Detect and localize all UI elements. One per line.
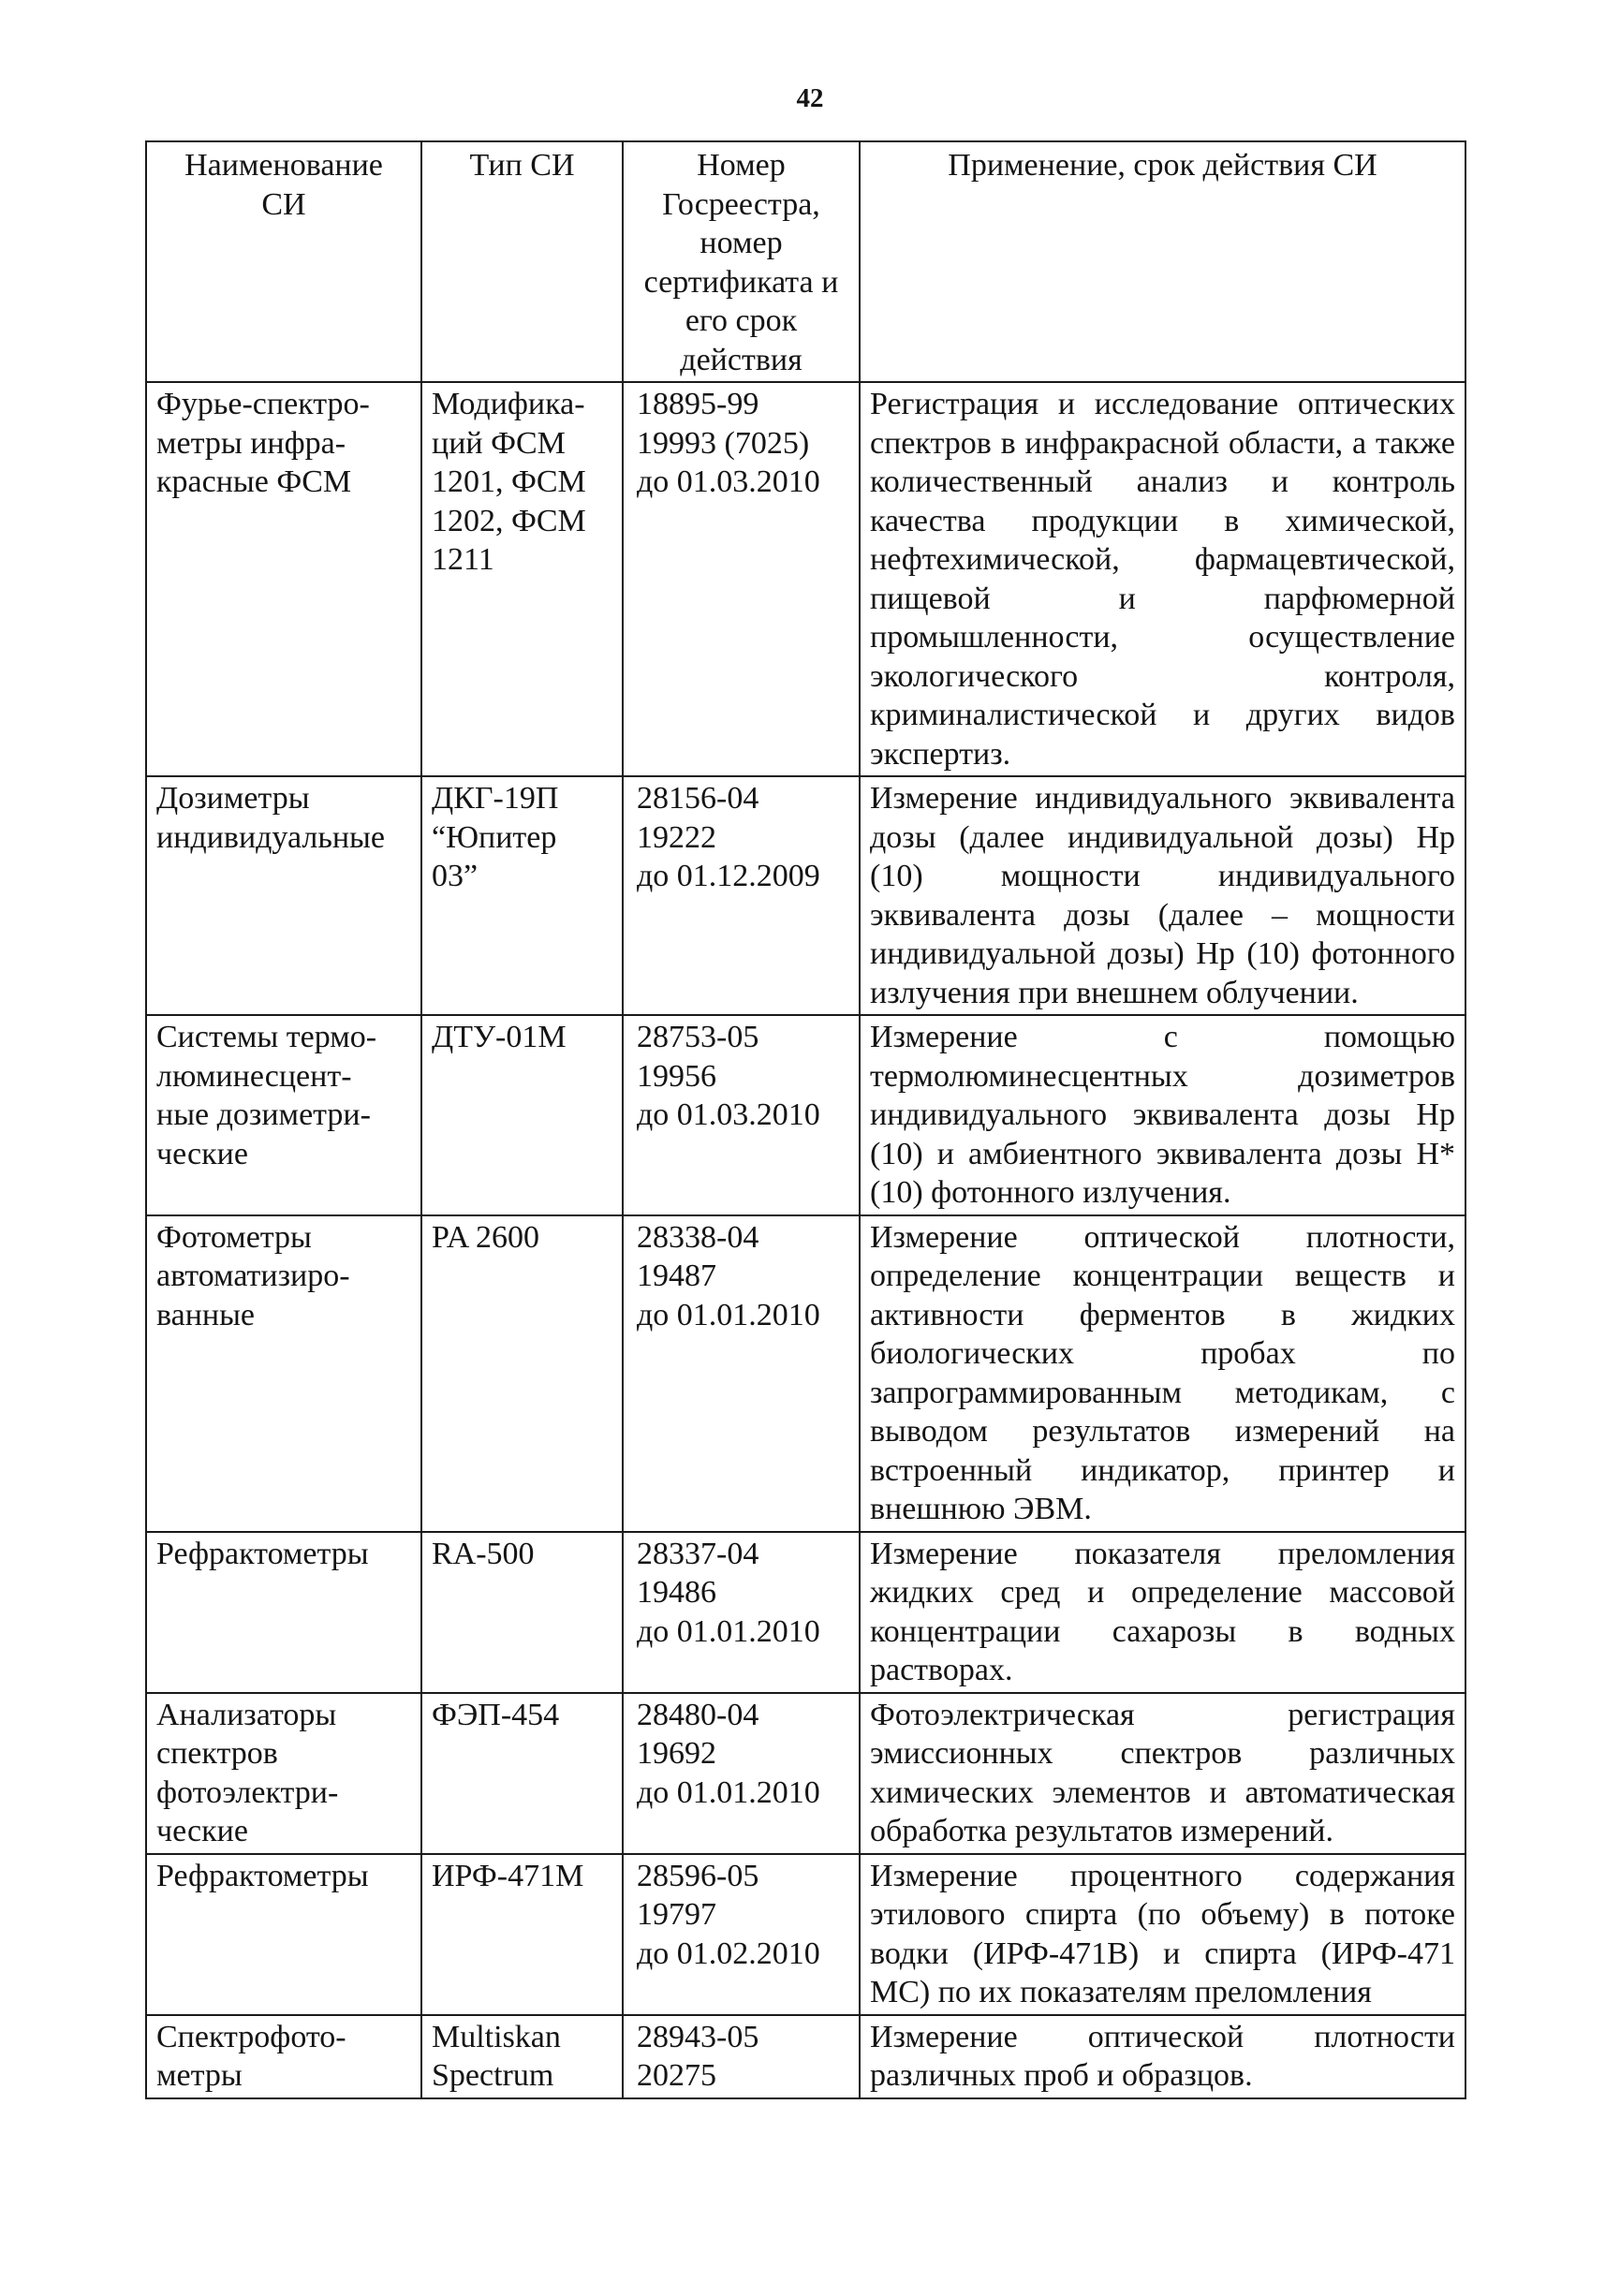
header-type: Тип СИ [421,141,623,382]
cell-type: ДТУ-01М [421,1015,623,1215]
cell-application: Измерение процентного содержания этилового спирта (по объему) в потоке водки (ИРФ-471В) и спирта (ИРФ-471 МС) по их показателям преломления [860,1854,1465,2015]
cell-name: Спектрофото- метры [146,2015,421,2098]
cell-name: Рефрактометры [146,1532,421,1693]
header-registry: Номер Госреестра, номер сертификата и его срок действия [623,141,860,382]
cell-name: Дозиметры индивидуальные [146,776,421,1015]
cell-type: Multiskan Spectrum [421,2015,623,2098]
table-row [146,1693,1465,1854]
header-name: Наименование СИ [146,141,421,382]
cell-registry: 28943-05 20275 [623,2015,860,2098]
table-row [146,1015,1465,1215]
cell-application: Измерение индивидуального эквивалента дозы (далее индивидуальной дозы) Hp (10) мощности индивидуального эквивалента дозы (далее – мощности индивидуальной дозы) Hp (10) фотонного излучения при внешнем облучении. [860,776,1465,1015]
cell-type: ДКГ-19П “Юпитер 03” [421,776,623,1015]
cell-type: RA-500 [421,1532,623,1693]
table-row [146,1854,1465,2015]
cell-registry: 28753-05 19956 до 01.03.2010 [623,1015,860,1215]
cell-name: Рефрактометры [146,1854,421,2015]
cell-registry: 28596-05 19797 до 01.02.2010 [623,1854,860,2015]
cell-name: Фурье-спектро- метры инфра- красные ФСМ [146,382,421,776]
cell-registry: 28480-04 19692 до 01.01.2010 [623,1693,860,1854]
cell-application: Регистрация и исследование оптических спектров в инфракрасной области, а также количественный анализ и контроль качества продукции в химической, нефтехимической, фармацевтической, пищевой и парфюмерной промышленности, осуществление экологического контроля, криминалистической и других видов экспертиз. [860,382,1465,776]
instruments-table [145,140,1466,2099]
cell-name: Анализаторы спектров фотоэлектри- ческие [146,1693,421,1854]
cell-name: Системы термо- люминесцент- ные дозиметри- ческие [146,1015,421,1215]
table-row [146,382,1465,776]
cell-application: Измерение оптической плотности, определение концентрации веществ и активности ферментов в жидких биологических пробах по запрограммированным методикам, с выводом результатов измерений на встроенный индикатор, принтер и внешнюю ЭВМ. [860,1215,1465,1532]
table-row [146,776,1465,1015]
header-row [146,141,1465,382]
table-row [146,1532,1465,1693]
page-number: 42 [796,83,824,113]
cell-name: Фотометры автоматизиро- ванные [146,1215,421,1532]
cell-registry: 28337-04 19486 до 01.01.2010 [623,1532,860,1693]
cell-type: ФЭП-454 [421,1693,623,1854]
cell-type: Модифика- ций ФСМ 1201, ФСМ 1202, ФСМ 1211 [421,382,623,776]
cell-type: ИРФ-471М [421,1854,623,2015]
cell-registry: 18895-99 19993 (7025) до 01.03.2010 [623,382,860,776]
header-application: Применение, срок действия СИ [860,141,1465,382]
cell-application: Измерение оптической плотности различных проб и образцов. [860,2015,1465,2098]
table-row [146,2015,1465,2098]
cell-type: PA 2600 [421,1215,623,1532]
cell-application: Измерение с помощью термолюминесцентных дозиметров индивидуального эквивалента дозы Hp (10) и амбиентного эквивалента дозы H* (10) фотонного излучения. [860,1015,1465,1215]
cell-application: Фотоэлектрическая регистрация эмиссионных спектров различных химических элементов и автоматическая обработка результатов измерений. [860,1693,1465,1854]
table-row [146,1215,1465,1532]
cell-registry: 28156-04 19222 до 01.12.2009 [623,776,860,1015]
cell-application: Измерение показателя преломления жидких сред и определение массовой концентрации сахарозы в водных растворах. [860,1532,1465,1693]
cell-registry: 28338-04 19487 до 01.01.2010 [623,1215,860,1532]
